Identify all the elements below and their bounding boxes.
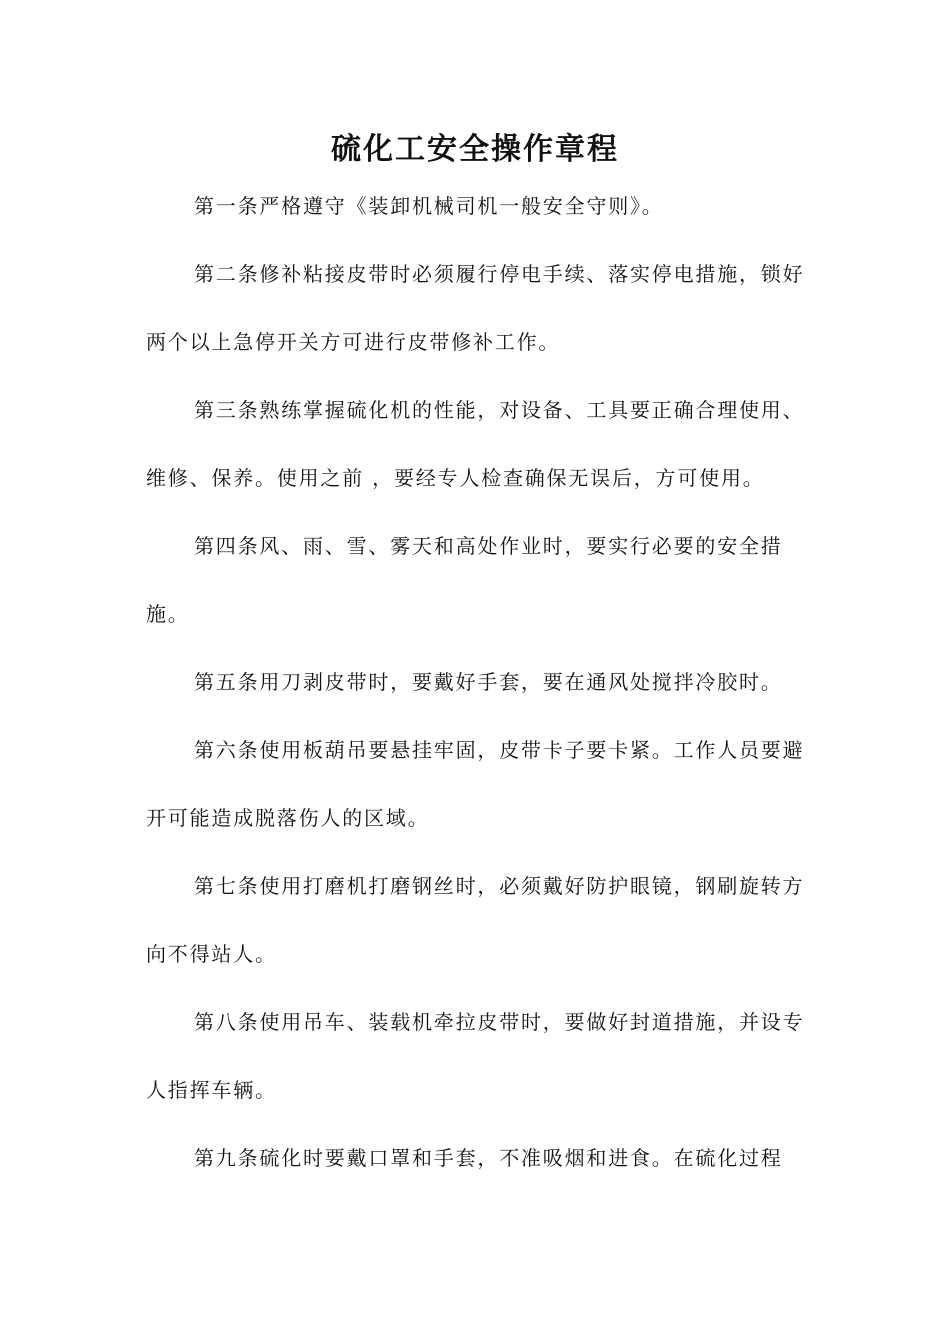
paragraph-article-5: 第五条用刀剥皮带时，要戴好手套，要在通风处搅拌冷胶时。 bbox=[194, 670, 783, 694]
document-body bbox=[146, 172, 816, 1192]
paragraph-article-3: 第三条熟练掌握硫化机的性能，对设备、工具要正确合理使用、维修、保养。使用之前 ，要经专人检查确保无误后，方可使用。 bbox=[146, 398, 805, 490]
paragraph-article-9: 第九条硫化时要戴口罩和手套，不准吸烟和进食。在硫化过程 bbox=[194, 1146, 783, 1170]
paragraph-article-4: 第四条风、雨、雪、雾天和高处作业时，要实行必要的安全措施。 bbox=[146, 534, 783, 626]
document-title: 硫化工安全操作章程 bbox=[331, 132, 619, 167]
paragraph-article-7: 第七条使用打磨机打磨钢丝时，必须戴好防护眼镜，钢刷旋转方向不得站人。 bbox=[146, 874, 805, 966]
paragraph-article-2: 第二条修补粘接皮带时必须履行停电手续、落实停电措施，锁好两个以上急停开关方可进行皮带修补工作。 bbox=[146, 262, 805, 354]
paragraph-article-1: 第一条严格遵守《装卸机械司机一般安全守则》。 bbox=[194, 194, 664, 218]
paragraph-article-6: 第六条使用板葫吊要悬挂牢固，皮带卡子要卡紧。工作人员要避开可能造成脱落伤人的区域。 bbox=[146, 738, 805, 830]
paragraph-article-8: 第八条使用吊车、装载机牵拉皮带时，要做好封道措施，并设专人指挥车辆。 bbox=[146, 1010, 805, 1102]
